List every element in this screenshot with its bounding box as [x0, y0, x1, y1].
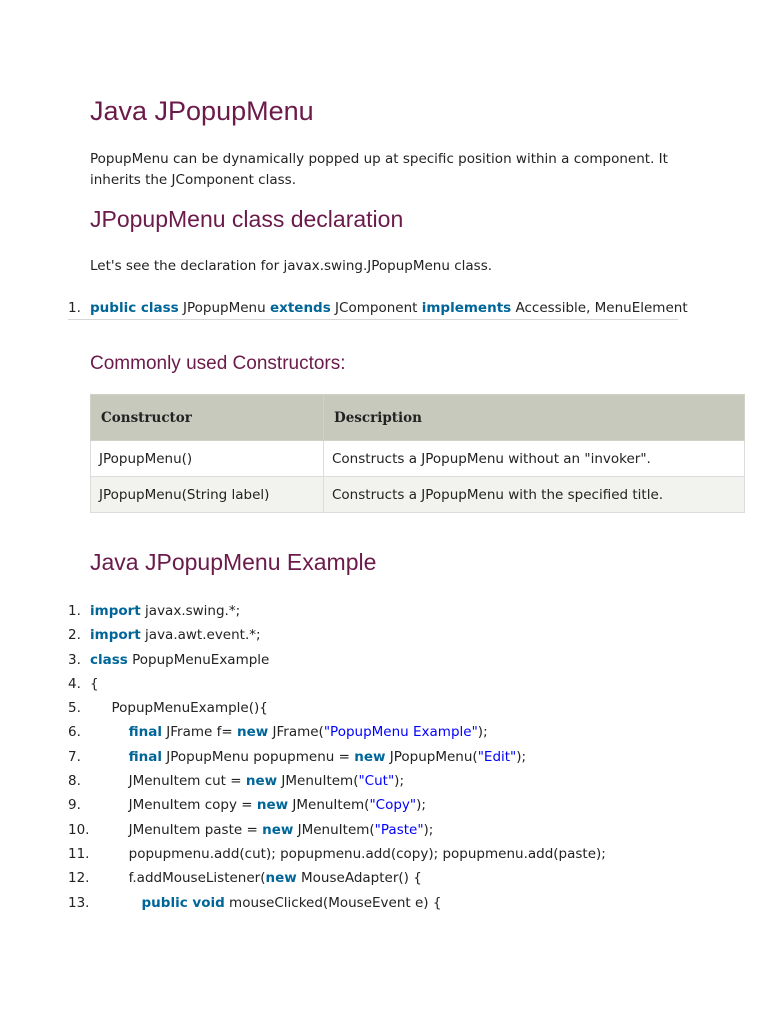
- line-number: 7.: [68, 748, 81, 765]
- code-line: [68, 745, 728, 769]
- table-cell-constructor: JPopupMenu(): [91, 441, 324, 477]
- declaration-code: [90, 300, 688, 316]
- code-keyword: new: [245, 773, 278, 790]
- table-cell-description: Constructs a JPopupMenu without an "invoker".: [324, 441, 745, 477]
- code-text: Accessible, MenuElement: [511, 300, 688, 316]
- code-keyword: import: [90, 627, 141, 644]
- code-text: PopupMenuExample(){: [111, 700, 268, 717]
- line-number: 5.: [68, 700, 81, 717]
- constructors-heading: Commonly used Constructors:: [90, 353, 346, 374]
- code-text: );: [477, 724, 488, 741]
- line-number: 11.: [68, 845, 90, 862]
- code-indent: [90, 749, 129, 765]
- code-line: [68, 769, 728, 793]
- code-keyword: new: [265, 870, 297, 887]
- code-indent: [90, 870, 129, 886]
- table-header-constructor: Constructor: [91, 395, 324, 441]
- code-indent: [90, 846, 129, 862]
- table-cell-constructor: JPopupMenu(String label): [91, 477, 324, 513]
- example-code-block: [68, 599, 728, 915]
- code-string: "PopupMenu Example": [323, 724, 478, 741]
- code-text: JComponent: [330, 300, 422, 316]
- code-indent: [90, 822, 129, 838]
- line-number: 6.: [68, 724, 81, 741]
- declaration-heading: JPopupMenu class declaration: [90, 206, 404, 232]
- code-keyword: final: [128, 748, 162, 765]
- code-text: JPopupMenu(: [385, 748, 478, 765]
- code-indent: [90, 773, 129, 789]
- code-indent: [90, 700, 111, 716]
- code-line: [68, 818, 728, 842]
- code-text: mouseClicked(MouseEvent e) {: [224, 894, 442, 911]
- code-keyword: public class: [90, 300, 179, 316]
- table-header-row: [91, 395, 745, 441]
- code-text: MouseAdapter() {: [296, 870, 422, 887]
- code-text: JFrame f=: [161, 724, 237, 741]
- line-number: 1.: [68, 300, 81, 316]
- table-cell-description: Constructs a JPopupMenu with the specified title.: [324, 477, 745, 513]
- page-title: Java JPopupMenu: [90, 96, 314, 126]
- code-text: JMenuItem(: [277, 773, 359, 790]
- code-keyword: new: [236, 724, 269, 741]
- table-row: [91, 441, 745, 477]
- code-line: [68, 672, 728, 696]
- code-keyword: implements: [421, 300, 512, 316]
- constructors-table: [90, 394, 745, 513]
- code-line: [68, 891, 728, 915]
- code-keyword: import: [90, 603, 141, 619]
- code-text: );: [394, 773, 404, 790]
- code-keyword: public void: [141, 894, 225, 911]
- line-number: 12.: [68, 870, 90, 887]
- code-text: );: [416, 797, 426, 814]
- code-string: "Edit": [477, 748, 517, 765]
- declaration-code-line: [68, 297, 688, 320]
- code-text: popupmenu.add(cut); popupmenu.add(copy); popupmenu.add(paste);: [128, 845, 606, 862]
- line-number: 13.: [68, 894, 90, 911]
- code-string: "Cut": [358, 773, 395, 790]
- code-line: [68, 842, 728, 866]
- line-number: 10.: [68, 821, 90, 838]
- code-line: [68, 793, 728, 817]
- code-text: );: [423, 821, 434, 838]
- code-keyword: extends: [269, 300, 331, 316]
- code-text: java.awt.event.*;: [140, 627, 261, 644]
- code-keyword: final: [128, 724, 162, 741]
- line-number: 8.: [68, 773, 81, 790]
- code-text: JPopupMenu popupmenu =: [161, 748, 355, 765]
- code-line: [68, 599, 728, 623]
- code-text: JMenuItem paste =: [128, 821, 263, 838]
- code-text: );: [516, 748, 527, 765]
- code-text: f.addMouseListener(: [128, 870, 266, 887]
- code-text: JMenuItem(: [293, 821, 375, 838]
- intro-paragraph: PopupMenu can be dynamically popped up at specific position within a component. It inherits the JComponent class.: [90, 151, 668, 188]
- code-text: javax.swing.*;: [140, 603, 241, 619]
- code-text: JMenuItem cut =: [128, 773, 246, 790]
- table-row: [91, 477, 745, 513]
- code-keyword: new: [262, 821, 294, 838]
- code-keyword: class: [90, 651, 128, 668]
- line-number: 3.: [68, 651, 81, 668]
- code-line: [68, 696, 728, 720]
- declaration-text: Let's see the declaration for javax.swing.JPopupMenu class.: [90, 258, 493, 274]
- code-indent: [90, 724, 129, 740]
- code-line: [68, 623, 728, 647]
- line-number: 1.: [68, 603, 81, 619]
- table-header-description: Description: [324, 395, 745, 441]
- code-keyword: new: [354, 748, 386, 765]
- code-line: [68, 720, 728, 744]
- code-indent: [90, 895, 142, 911]
- code-line: [68, 866, 728, 890]
- code-text: JMenuItem copy =: [128, 797, 257, 814]
- code-text: JPopupMenu: [178, 300, 270, 316]
- code-keyword: new: [256, 797, 289, 814]
- code-string: "Paste": [374, 821, 424, 838]
- line-number: 9.: [68, 797, 81, 814]
- code-indent: [90, 797, 129, 813]
- line-number: 4.: [68, 675, 81, 692]
- code-line: [68, 648, 728, 672]
- example-heading: Java JPopupMenu Example: [90, 549, 377, 575]
- code-text: PopupMenuExample: [127, 651, 270, 668]
- code-text: JMenuItem(: [288, 797, 370, 814]
- code-string: "Copy": [369, 797, 417, 814]
- code-text: JFrame(: [268, 724, 324, 741]
- code-text: {: [90, 675, 99, 692]
- line-number: 2.: [68, 627, 81, 644]
